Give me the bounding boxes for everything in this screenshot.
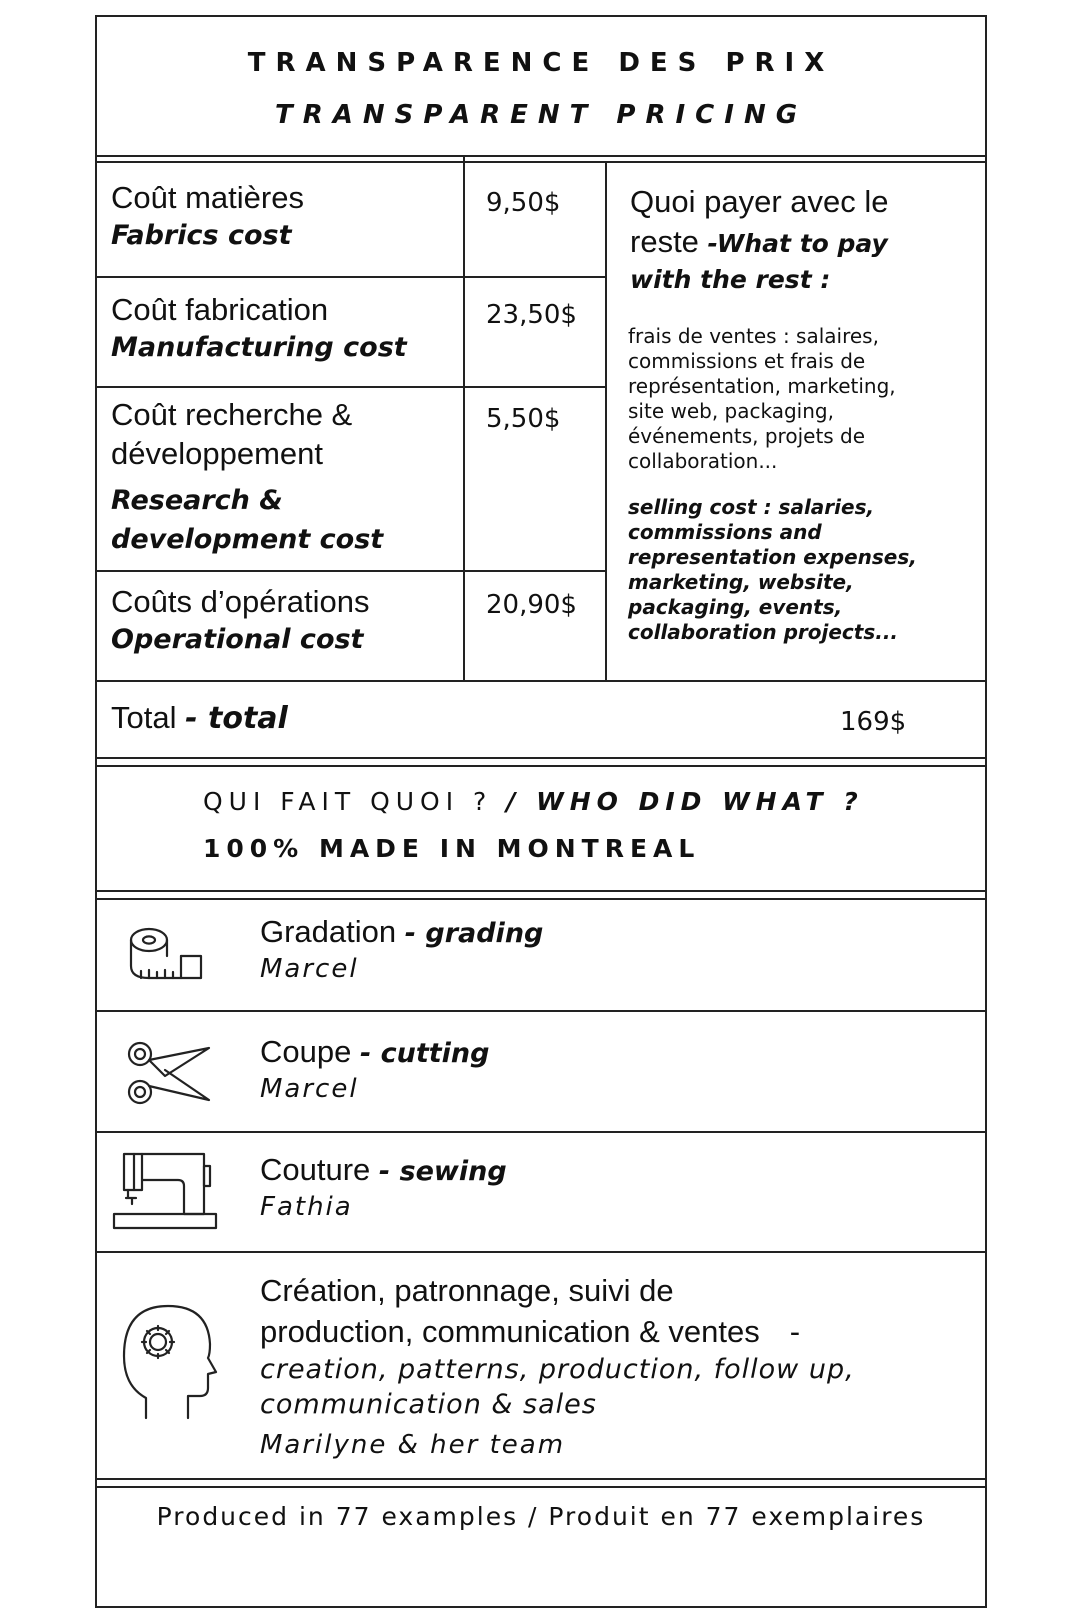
total-label-en: - total (185, 701, 288, 736)
rest-line: commissions and (628, 520, 822, 544)
divider (95, 765, 987, 767)
rest-title (630, 182, 980, 264)
cost-value: 23,50$ (486, 300, 577, 330)
task-person: Marilyne & her team (260, 1430, 566, 1460)
task-cutting (260, 1034, 489, 1104)
rest-line: collaboration projects... (628, 620, 899, 644)
measuring-tape-icon (125, 922, 205, 984)
rest-line: collaboration... (628, 449, 778, 473)
cost-row-operational (111, 584, 370, 655)
task-label-fr: Gradation (260, 914, 397, 949)
divider (95, 155, 987, 157)
column-divider (605, 161, 607, 680)
task-label-en: creation, patterns, production, follow up, (260, 1354, 855, 1385)
task-sewing (260, 1152, 507, 1222)
rest-line: commissions et frais de (628, 349, 866, 373)
divider (95, 276, 607, 278)
rest-line: frais de ventes : salaires, (628, 324, 879, 348)
cost-row-research (111, 395, 383, 559)
title-fr: TRANSPARENCE DES PRIX (247, 48, 835, 78)
head-gear-icon (120, 1300, 220, 1425)
cost-label-en: Fabrics cost (111, 220, 292, 251)
rest-title-fr: reste (630, 224, 699, 259)
rest-description-en (628, 495, 983, 645)
task-label-fr (260, 1311, 960, 1352)
total-value: 169$ (840, 707, 907, 737)
divider (95, 570, 607, 572)
cost-value: 5,50$ (486, 404, 561, 434)
footer-note: Produced in 77 examples / Produit en 77 exemplaires (156, 1502, 926, 1531)
rest-description-fr (628, 324, 978, 474)
rest-line: site web, packaging, (628, 399, 834, 423)
task-label-fr: Coupe (260, 1034, 352, 1069)
task-label-en: communication & sales (260, 1389, 597, 1420)
divider (95, 1486, 987, 1488)
task-label-en: - sewing (378, 1156, 507, 1187)
cost-row-manufacturing (111, 292, 407, 363)
cost-label-fr: Coût fabrication (111, 292, 329, 327)
who-title (203, 787, 864, 816)
task-grading (260, 914, 543, 984)
made-in-montreal: 100% MADE IN MONTREAL (203, 834, 701, 863)
divider (95, 1251, 987, 1253)
who-title-en: / WHO DID WHAT ? (506, 787, 864, 816)
divider (95, 1478, 987, 1480)
cost-value: 20,90$ (486, 590, 577, 620)
rest-line: événements, projets de (628, 424, 866, 448)
cost-label-en: Research & (111, 485, 283, 516)
divider (95, 1010, 987, 1012)
task-label-en: - cutting (359, 1038, 490, 1069)
rest-line: representation expenses, (628, 545, 917, 569)
task-label-en: - grading (404, 918, 544, 949)
task-label-fr: Couture (260, 1152, 371, 1187)
task-label-fr-line: production, communication & ventes (260, 1314, 760, 1349)
rest-line: selling cost : salaries, (628, 495, 875, 519)
cost-label-en: Operational cost (111, 624, 364, 655)
task-dash: - (789, 1314, 801, 1349)
total-label (111, 700, 288, 736)
divider (95, 890, 987, 892)
task-person: Fathia (260, 1192, 353, 1222)
divider (95, 680, 987, 682)
cost-value: 9,50$ (486, 188, 561, 218)
cost-label-en: development cost (111, 524, 384, 555)
rest-section (630, 182, 980, 300)
rest-line: packaging, events, (628, 595, 843, 619)
task-person: Marcel (260, 954, 359, 984)
who-title-fr: QUI FAIT QUOI ? (203, 787, 493, 816)
rest-line: marketing, website, (628, 570, 854, 594)
rest-title-en: -What to pay (707, 229, 888, 258)
task-label-fr: Création, patronnage, suivi de (260, 1273, 674, 1308)
task-creation (260, 1270, 960, 1460)
task-person: Marcel (260, 1074, 359, 1104)
rest-title-fr: Quoi payer avec le (630, 184, 889, 219)
divider (95, 757, 987, 759)
cost-label-en: Manufacturing cost (111, 332, 407, 363)
cost-label-fr: Coûts d’opérations (111, 584, 370, 619)
column-divider (463, 155, 465, 680)
cost-row-fabrics (111, 180, 304, 251)
cost-label-fr: Coût recherche & (111, 397, 353, 432)
title-en: TRANSPARENT PRICING (274, 100, 808, 130)
divider (95, 1131, 987, 1133)
divider (95, 898, 987, 900)
rest-title-en: with the rest : (630, 265, 831, 294)
divider (95, 161, 987, 163)
cost-label-fr: Coût matières (111, 180, 304, 215)
sewing-machine-icon (112, 1150, 220, 1232)
divider (95, 386, 607, 388)
scissors-icon (125, 1038, 215, 1108)
rest-line: représentation, marketing, (628, 374, 896, 398)
total-label-fr: Total (111, 700, 177, 735)
cost-label-fr: développement (111, 436, 323, 471)
